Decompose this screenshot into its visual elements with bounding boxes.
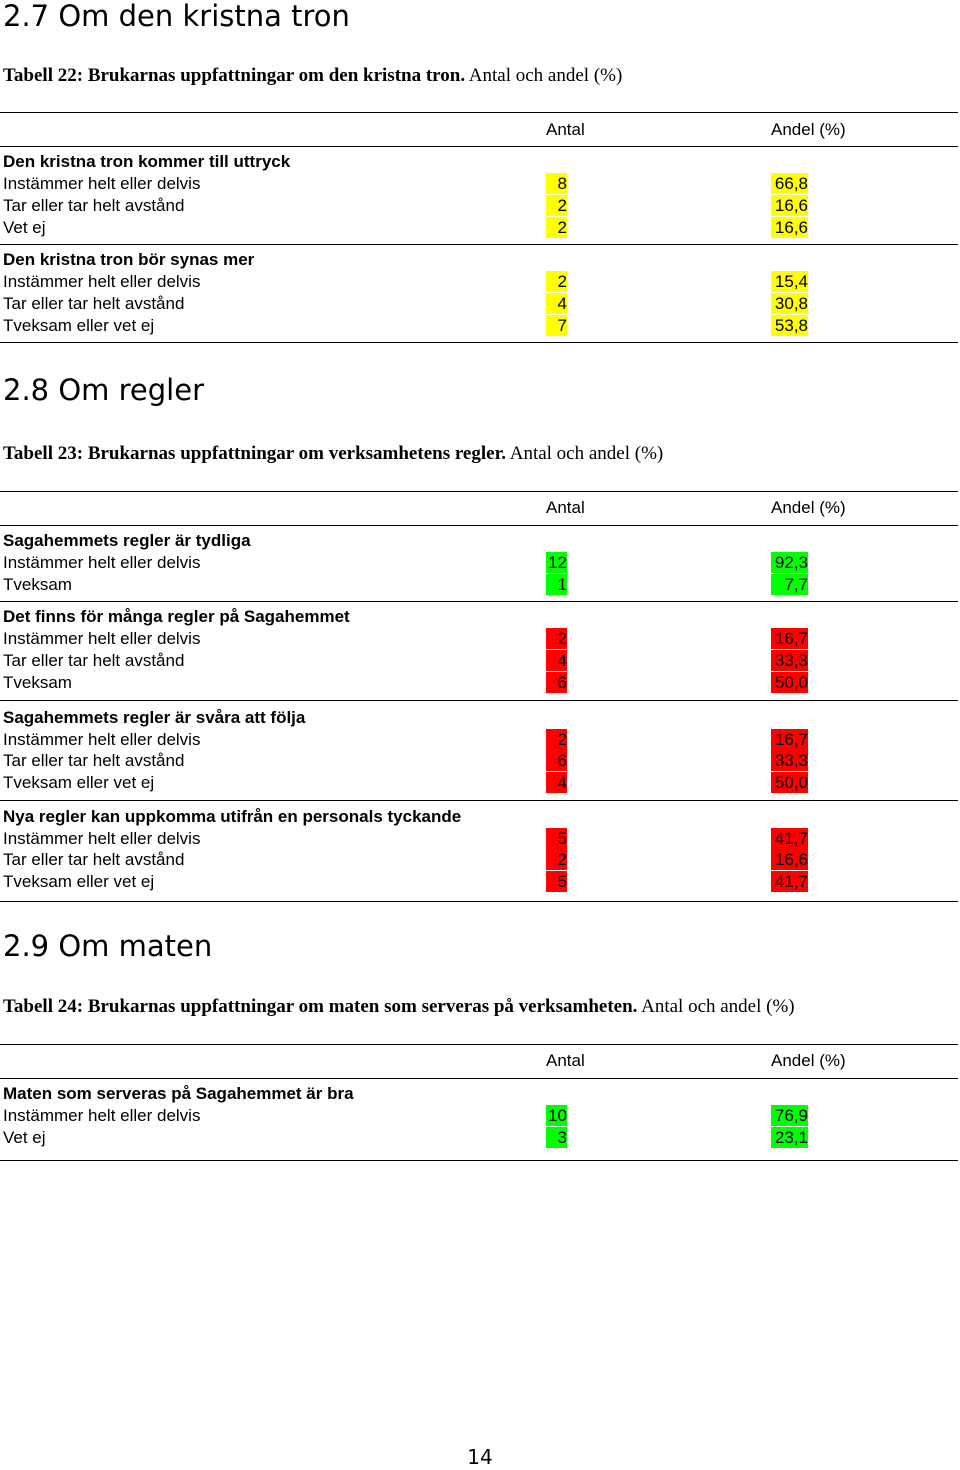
row-label: Tar eller tar helt avstånd	[3, 651, 185, 670]
table-bottom-rule	[0, 342, 958, 343]
percent-cell: 41,7	[771, 871, 808, 892]
caption-rest: Antal och andel (%)	[465, 65, 623, 86]
group-title	[0, 806, 960, 828]
section-heading-regler: 2.8 Om regler	[3, 373, 204, 407]
row-label: Tveksam eller vet ej	[3, 872, 155, 891]
row-label: Vet ej	[3, 1128, 46, 1147]
group-title	[0, 606, 960, 628]
table-rule	[0, 601, 958, 602]
column-header-antal: Antal	[546, 120, 585, 139]
table-row	[0, 271, 960, 293]
row-label: Instämmer helt eller delvis	[3, 629, 201, 648]
percent-cell: 16,7	[771, 628, 808, 649]
count-cell: 5	[546, 828, 567, 849]
section-heading-maten: 2.9 Om maten	[3, 929, 213, 963]
group-title-text: Den kristna tron kommer till uttryck	[3, 152, 291, 171]
group-title-text: Nya regler kan uppkomma utifrån en personals tyckande	[3, 807, 462, 826]
table-rule	[0, 800, 958, 801]
row-label: Tar eller tar helt avstånd	[3, 850, 185, 869]
count-cell: 8	[546, 173, 567, 194]
group-title	[0, 707, 960, 729]
table-row	[0, 650, 960, 672]
count-cell: 2	[546, 628, 567, 649]
count-cell: 2	[546, 195, 567, 216]
table-rule	[0, 525, 958, 526]
count-cell: 12	[546, 552, 567, 573]
table-rule	[0, 700, 958, 701]
row-label: Instämmer helt eller delvis	[3, 553, 201, 572]
table-caption-22	[3, 65, 622, 87]
table-row	[0, 871, 960, 893]
table-row	[0, 315, 960, 337]
percent-cell: 53,8	[771, 315, 808, 336]
row-label: Tveksam	[3, 575, 72, 594]
count-cell: 4	[546, 772, 567, 793]
column-header-andel: Andel (%)	[771, 1051, 846, 1070]
row-label: Tar eller tar helt avstånd	[3, 751, 185, 770]
percent-cell: 50,0	[771, 772, 808, 793]
count-cell: 2	[546, 849, 567, 870]
table-row	[0, 217, 960, 239]
table-header-row	[0, 119, 960, 141]
count-cell: 10	[546, 1105, 567, 1126]
row-label: Vet ej	[3, 218, 46, 237]
percent-cell: 16,7	[771, 729, 808, 750]
percent-cell: 50,0	[771, 672, 808, 693]
group-title	[0, 530, 960, 552]
percent-cell: 16,6	[771, 195, 808, 216]
table-row	[0, 574, 960, 596]
table-row	[0, 729, 960, 751]
group-title	[0, 1083, 960, 1105]
row-label: Tveksam eller vet ej	[3, 773, 155, 792]
table-rule	[0, 146, 958, 147]
section-heading-tron: 2.7 Om den kristna tron	[3, 0, 350, 33]
count-cell: 2	[546, 729, 567, 750]
page-number: 14	[467, 1445, 493, 1469]
row-label: Instämmer helt eller delvis	[3, 272, 201, 291]
row-label: Tar eller tar helt avstånd	[3, 196, 185, 215]
table-row	[0, 628, 960, 650]
count-cell: 4	[546, 293, 567, 314]
table-row	[0, 1127, 960, 1149]
column-header-antal: Antal	[546, 498, 585, 517]
percent-cell: 33,3	[771, 650, 808, 671]
caption-bold: Tabell 23: Brukarnas uppfattningar om verksamhetens regler.	[3, 443, 507, 464]
group-title-text: Den kristna tron bör synas mer	[3, 250, 255, 269]
count-cell: 2	[546, 217, 567, 238]
count-cell: 5	[546, 871, 567, 892]
count-cell: 6	[546, 750, 567, 771]
group-title-text: Maten som serveras på Sagahemmet är bra	[3, 1084, 354, 1103]
table-row	[0, 772, 960, 794]
table-row	[0, 672, 960, 694]
row-label: Instämmer helt eller delvis	[3, 730, 201, 749]
percent-cell: 66,8	[771, 173, 808, 194]
caption-rest: Antal och andel (%)	[637, 996, 795, 1017]
column-header-antal: Antal	[546, 1051, 585, 1070]
group-title-text: Sagahemmets regler är svåra att följa	[3, 708, 306, 727]
table-row	[0, 750, 960, 772]
table-row	[0, 195, 960, 217]
caption-rest: Antal och andel (%)	[506, 443, 664, 464]
row-label: Tar eller tar helt avstånd	[3, 294, 185, 313]
table-caption-23	[3, 443, 663, 465]
group-title-text: Det finns för många regler på Sagahemmet	[3, 607, 350, 626]
table-top-rule	[0, 491, 958, 492]
table-rule	[0, 1078, 958, 1079]
percent-cell: 7,7	[771, 574, 808, 595]
table-row	[0, 828, 960, 850]
percent-cell: 33,3	[771, 750, 808, 771]
percent-cell: 23,1	[771, 1127, 808, 1148]
table-row	[0, 552, 960, 574]
table-header-row	[0, 497, 960, 519]
table-rule	[0, 244, 958, 245]
row-label: Instämmer helt eller delvis	[3, 1106, 201, 1125]
row-label: Tveksam eller vet ej	[3, 316, 155, 335]
table-caption-24	[3, 996, 795, 1018]
percent-cell: 92,3	[771, 552, 808, 573]
percent-cell: 30,8	[771, 293, 808, 314]
table-row	[0, 849, 960, 871]
count-cell: 3	[546, 1127, 567, 1148]
percent-cell: 16,6	[771, 217, 808, 238]
count-cell: 1	[546, 574, 567, 595]
percent-cell: 41,7	[771, 828, 808, 849]
row-label: Instämmer helt eller delvis	[3, 174, 201, 193]
count-cell: 4	[546, 650, 567, 671]
row-label: Instämmer helt eller delvis	[3, 829, 201, 848]
table-top-rule	[0, 1044, 958, 1045]
table-bottom-rule	[0, 901, 958, 902]
count-cell: 2	[546, 271, 567, 292]
percent-cell: 15,4	[771, 271, 808, 292]
group-title-text: Sagahemmets regler är tydliga	[3, 531, 251, 550]
table-row	[0, 1105, 960, 1127]
caption-bold: Tabell 22: Brukarnas uppfattningar om den kristna tron.	[3, 65, 466, 86]
row-label: Tveksam	[3, 673, 72, 692]
table-bottom-rule	[0, 1160, 958, 1161]
percent-cell: 16,6	[771, 849, 808, 870]
table-row	[0, 173, 960, 195]
percent-cell: 76,9	[771, 1105, 808, 1126]
group-title	[0, 249, 960, 271]
table-row	[0, 293, 960, 315]
caption-bold: Tabell 24: Brukarnas uppfattningar om maten som serveras på verksamheten.	[3, 996, 638, 1017]
table-header-row	[0, 1050, 960, 1072]
column-header-andel: Andel (%)	[771, 498, 846, 517]
group-title	[0, 151, 960, 173]
count-cell: 7	[546, 315, 567, 336]
column-header-andel: Andel (%)	[771, 120, 846, 139]
count-cell: 6	[546, 672, 567, 693]
table-top-rule	[0, 112, 958, 113]
